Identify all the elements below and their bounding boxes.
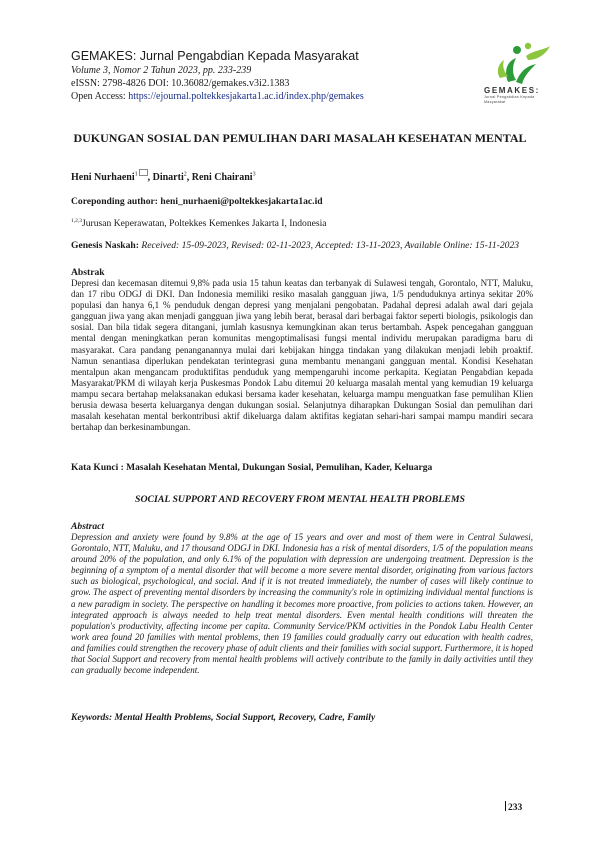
page-number-divider: [505, 801, 506, 811]
abstrak-text: Depresi dan kecemasan ditemui 9,8% pada usia 15 tahun keatas dan terbanyak di Sulawesi tengah, Gorontalo, NTT, Maluku, dan 17 ribu ODGJ di DKI. Dan Indonesia memiliki resiko masalah gangguan jiwa, 1/5 penduduknya artinya sekitar 20% populasi dan hanya 6,1 % penduduk dengan depresi yang menjalani pengobatan. Padahal depresi adalah awal dari gejala gangguan jiwa yang akan menjadi gangguan jiwa yang lebih berat, berasal dari berbagai faktor seperti biologis, psikologis dan sosial. Dan bila tidak segera ditangani, jumlah kasusnya kemungkinan akan terus bertambah. Aspek pencegahan gangguan mental dengan meningkatkan peran komunitas mengoptimalisasi fungsi mental individu merupakan paradigma baru di masyarakat. Cara pandang penanganannya mulai dari kebijakan hingga tindakan yang dilakukan menjadi lebih proaktif. Namun senantiasa diperlukan pendekatan terintegrasi guna membantu menangani gangguan mental. Kondisi Kesehatan mentalpun akan mengancam produktifitas penduduk yang mempengaruhi income perkapita. Kegiatan Pengabdian kepada Masyarakat/PKM di wilayah kerja Puskesmas Pondok Labu ditemui 20 keluarga masalah mental yang kemudian 19 keluarga mampu secara bertahap melaksanakan edukasi bersama kader kesehatan, keluarga mampu menguatkan fase pemulihan Klien berusia dewasa beserta keluarganya dengan dukungan sosial. Selanjutnya diharapkan Dukungan Sosial dan pemulihan dari masalah kesehatan mental berkontribusi aktif dikeluarga dalam aktifitas kegiatan sehari-hari sampai mampu mandiri secara bertahap dan berkesinambungan.: [71, 278, 533, 433]
page-number-value: 233: [508, 803, 523, 813]
author-line: Heni Nurhaeni$^1$ , Dinarti$^2$, Reni Chairani$^3$: [71, 169, 256, 183]
affiliation-text: Jurusan Keperawatan, Poltekkes Kemenkes Jakarta I, Indonesia: [82, 218, 327, 230]
issn-doi-line: eISSN: 2798-4826 DOI: 10.36082/gemakes.v3i2.1383: [71, 78, 290, 89]
envelope-icon[interactable]: [139, 169, 148, 176]
page-number: [505, 801, 522, 813]
kata-kunci: Kata Kunci : Masalah Kesehatan Mental, Dukungan Sosial, Pemulihan, Kader, Keluarga: [71, 463, 433, 473]
author-sup: 2: [183, 171, 187, 178]
abstrak-heading: Abstrak: [71, 267, 105, 278]
author-name: Dinarti: [152, 172, 184, 183]
genesis-dates: Received: 15-09-2023, Revised: 02-11-2023, Accepted: 13-11-2023, Available Online: 15-11-2023: [141, 240, 520, 251]
abstract-text: Depression and anxiety were found by 9.8% at the age of 15 years and over and most of them were in Central Sulawesi, Gorontalo, NTT, Maluku, and 17 thousand ODGJ in DKI. Indonesia has a risk of mental disorders, 1/5 of the population means around 20% of the population, and only 6.1% of the population with depression are undergoing treatment. Depression is the beginning of a symptom of a mental disorder that will become a more severe mental disorder, originating from various factors such as biological, psychological, and social. And if it is not treated immediately, the number of cases will likely continue to grow. The aspect of preventing mental disorders by increasing the community's role in optimizing individual mental functions is a new paradigm in society. The perspective on handling it becomes more proactive, from policies to actions taken. However, an integrated approach is always needed to help treat mental disorders. Even mental health conditions will threaten the population's productivity, affecting income per capita. Community Service/PKM activities in the Pondok Labu Health Center work area found 20 families with mental problems, then 19 families could gradually carry out education with health cadres, and families could strengthen the recovery phase of adult clients and their families with social support. Furthermore, it is hoped that Social Support and recovery from mental health problems will actively contribute to the family in daily activities until they can gradually become independent.: [71, 532, 533, 676]
logo-text: [484, 86, 556, 105]
logo-subtitle: Jurnal Pengabdian Kepada Masyarakat: [484, 95, 535, 104]
journal-name: GEMAKES: Jurnal Pengabdian Kepada Masyarakat: [71, 49, 359, 63]
english-title: SOCIAL SUPPORT AND RECOVERY FROM MENTAL HEALTH PROBLEMS: [135, 494, 465, 505]
journal-header: [71, 49, 491, 103]
corresponding-author: [71, 196, 323, 207]
author-sup: 3: [252, 171, 256, 178]
affiliation: [71, 218, 327, 229]
corresponding-label: Coreponding author:: [71, 196, 158, 207]
author-name: Heni Nurhaeni: [71, 172, 135, 183]
keywords: Keywords: Mental Health Problems, Social Support, Recovery, Cadre, Family: [71, 713, 376, 723]
journal-url-link[interactable]: https://ejournal.poltekkesjakarta1.ac.id/index.php/gemakes: [128, 91, 364, 102]
corresponding-email: heni_nurhaeni@poltekkesjakarta1ac.id: [160, 196, 323, 207]
open-access-label: Open Access:: [71, 91, 126, 102]
abstract-heading: Abstract: [71, 521, 105, 532]
author-sup: 1: [134, 171, 138, 178]
volume-line: Volume 3, Nomor 2 Tahun 2023, pp. 233-239: [71, 65, 252, 76]
author-name: Reni Chairani: [191, 172, 253, 183]
open-access-line: [71, 90, 491, 103]
logo-name: GEMAKES:: [484, 86, 540, 95]
affiliation-sup: 1,2,3: [71, 218, 82, 224]
genesis-label: Genesis Naskah:: [71, 240, 139, 251]
article-title: DUKUNGAN SOSIAL DAN PEMULIHAN DARI MASALAH KESEHATAN MENTAL: [73, 131, 527, 145]
manuscript-history: [71, 240, 519, 251]
